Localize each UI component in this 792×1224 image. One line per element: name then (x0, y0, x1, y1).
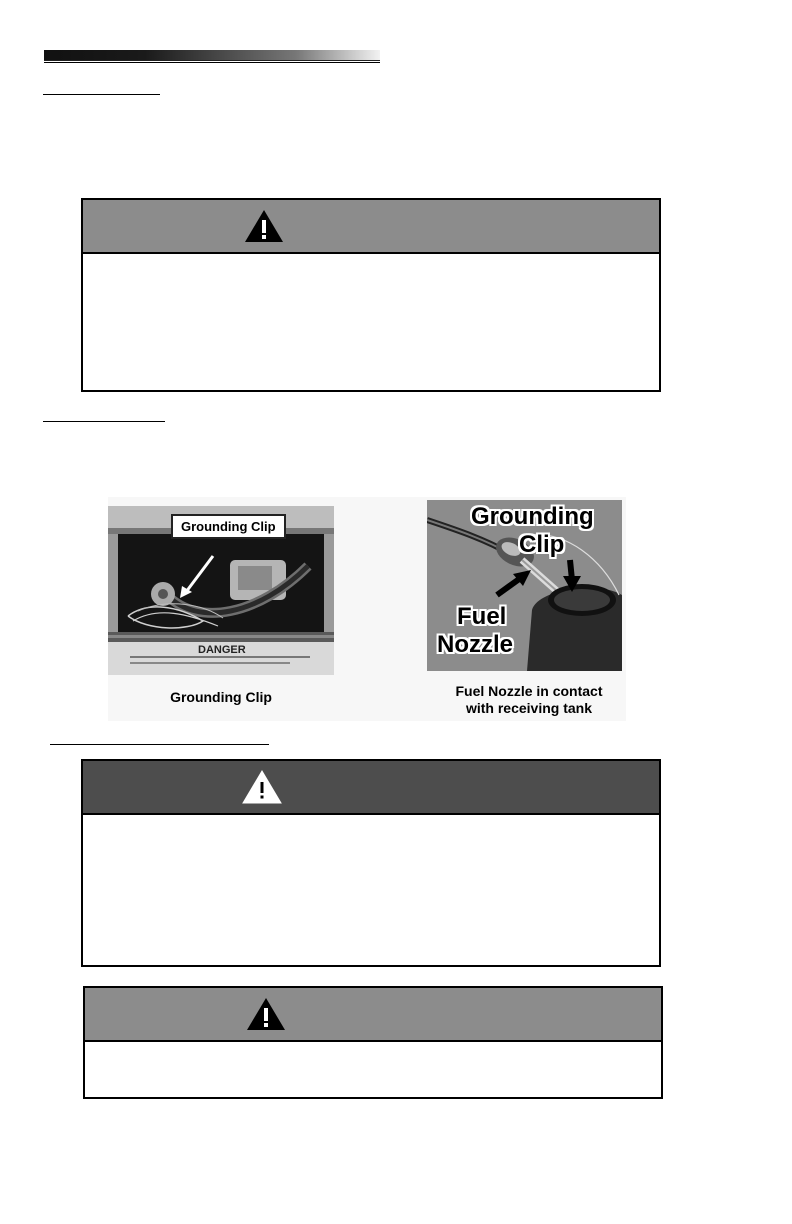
warning-triangle-icon (243, 208, 285, 244)
grounding-clip-caption: Grounding Clip (170, 689, 272, 705)
grounding-label-line2: Clip (519, 531, 565, 558)
section-heading-rule-3 (50, 744, 269, 745)
warning-box-3 (83, 986, 663, 1099)
header-rule (44, 62, 380, 63)
fuel-nozzle-caption (427, 683, 631, 717)
danger-sign-label: DANGER (198, 644, 246, 656)
fuel-nozzle-caption-line1: Fuel Nozzle in contact (455, 683, 603, 699)
warning-box-1 (81, 198, 661, 392)
fuel-label-line1: Fuel (457, 603, 507, 630)
fuel-nozzle-caption-line2: with receiving tank (465, 700, 593, 716)
warning-triangle-outline-icon (241, 769, 283, 805)
fuel-nozzle-photo (427, 500, 622, 671)
warning-box-2 (81, 759, 661, 967)
section-heading-rule-2 (43, 421, 165, 422)
grounding-clip-callout: Grounding Clip (171, 514, 286, 539)
header-gradient-bar (44, 50, 380, 61)
nozzle-label-line2: Nozzle (437, 631, 514, 658)
warning-header-3 (85, 988, 661, 1042)
warning-header-2 (83, 761, 659, 815)
grounding-label-line1: Grounding (471, 503, 594, 530)
warning-header-1 (83, 200, 659, 254)
section-heading-rule-1 (43, 94, 160, 95)
grounding-clip-photo (108, 506, 334, 675)
warning-triangle-icon (245, 996, 287, 1032)
